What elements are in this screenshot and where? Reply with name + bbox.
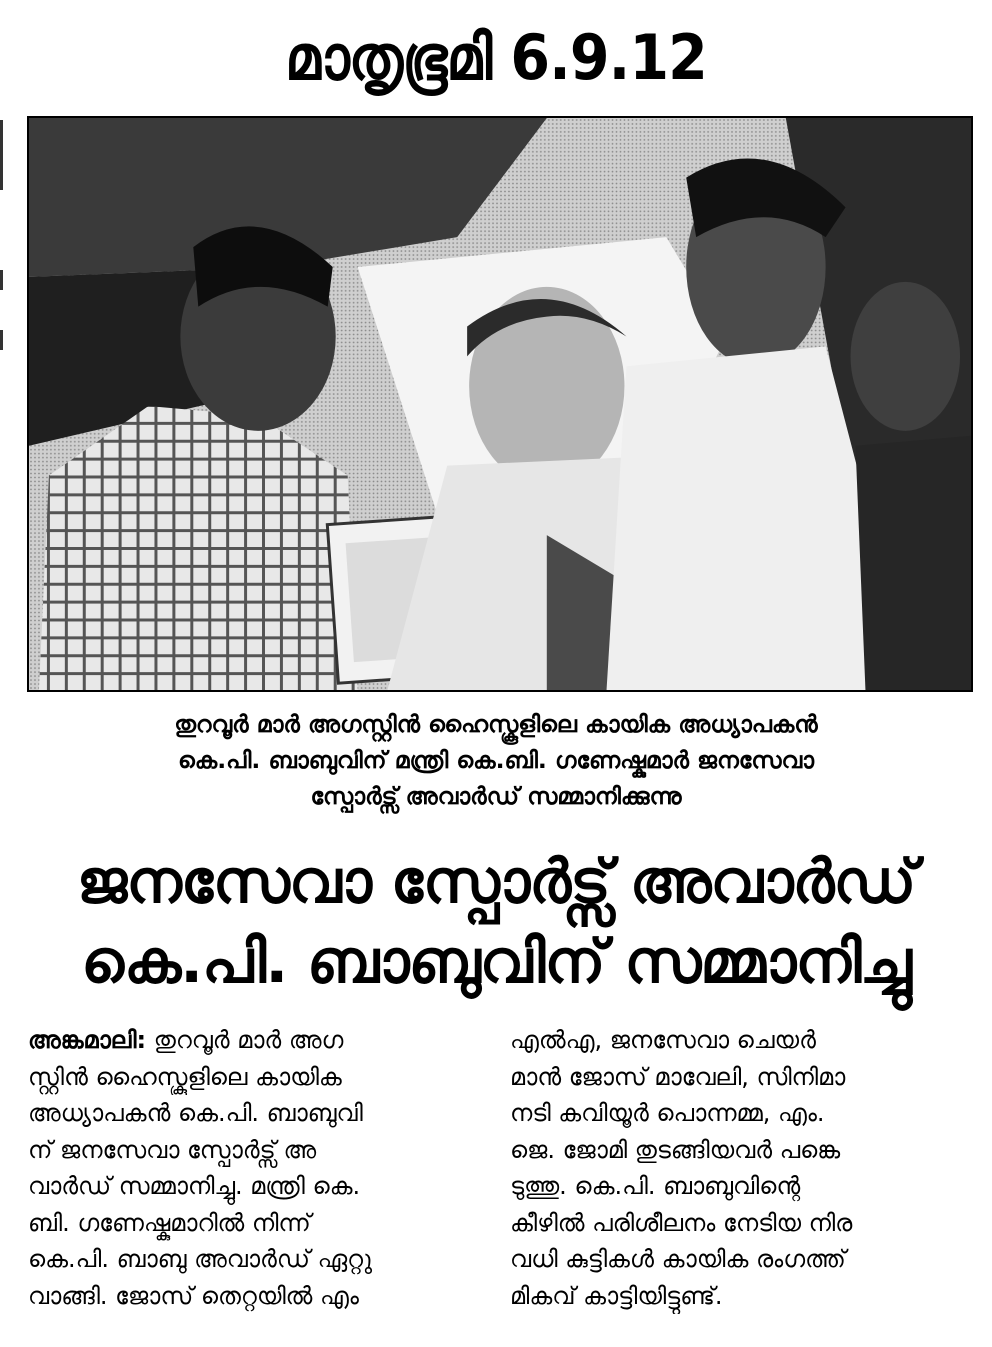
- article-line: മികവ് കാട്ടിയിട്ടുണ്ട്.: [510, 1281, 723, 1310]
- article-line: സ്റ്റിൻ ഹൈസ്കൂളിലെ കായിക: [28, 1062, 342, 1091]
- photo-caption: [40, 706, 952, 814]
- margin-mark: [0, 120, 3, 190]
- article-line: മാൻ ജോസ് മാവേലി, സിനിമാ: [510, 1062, 846, 1091]
- article-column-left: [28, 1022, 486, 1314]
- masthead: മാതൃഭൂമി 6.9.12: [285, 21, 707, 94]
- margin-mark: [0, 270, 3, 290]
- headline-line-2: കെ.പി. ബാബുവിന് സമ്മാനിച്ചു: [81, 927, 911, 997]
- article-first-text: തുറവൂർ മാർ അഗ: [146, 1026, 344, 1054]
- article-line: വാങ്ങി. ജോസ് തെറ്റയിൽ എം: [28, 1281, 359, 1310]
- caption-line: തുറവൂർ മാർ അഗസ്റ്റിൻ ഹൈസ്കൂളിലെ കായിക അധ്യാപകൻ: [174, 710, 818, 738]
- caption-line: സ്പോർട്സ് അവാർഡ് സമ്മാനിക്കുന്നു: [310, 782, 682, 810]
- headline-line-1: ജനസേവാ സ്പോർട്സ് അവാർഡ്: [76, 847, 916, 917]
- margin-mark: [0, 330, 3, 350]
- article-line: ടുത്തു. കെ.പി. ബാബുവിന്റെ: [510, 1172, 801, 1200]
- article-line: ബി. ഗണേഷ്കുമാറിൽ നിന്ന്: [28, 1208, 311, 1237]
- article-line: വാർഡ് സമ്മാനിച്ചു. മന്ത്രി കെ.: [28, 1172, 361, 1200]
- article-line: കീഴിൽ പരിശീലനം നേടിയ നിര: [510, 1208, 853, 1237]
- article-line: നടി കവിയൂർ പൊന്നമ്മ, എം.: [510, 1099, 825, 1127]
- article-line: [28, 1022, 486, 1059]
- caption-line: കെ.പി. ബാബുവിന് മന്ത്രി കെ.ബി. ഗണേഷ്കുമാർ ജനസേവാ: [178, 746, 814, 774]
- dateline: അങ്കമാലി:: [28, 1026, 147, 1054]
- article-line: കെ.പി. ബാബു അവാർഡ് ഏറ്റു: [28, 1245, 373, 1273]
- news-photo: [27, 116, 973, 692]
- article-line: വധി കുട്ടികൾ കായിക രംഗത്ത്: [510, 1245, 846, 1273]
- article-line: ജെ. ജോമി തുടങ്ങിയവർ പങ്കെ: [510, 1135, 841, 1164]
- article-line: ന് ജനസേവാ സ്പോർട്സ് അ: [28, 1135, 317, 1164]
- article-line: അധ്യാപകൻ കെ.പി. ബാബുവി: [28, 1099, 363, 1127]
- article-line: എൽഎ, ജനസേവാ ചെയർ: [510, 1026, 816, 1054]
- photo-icon: [29, 118, 971, 690]
- headline: [20, 842, 972, 1002]
- article-column-right: [510, 1022, 972, 1314]
